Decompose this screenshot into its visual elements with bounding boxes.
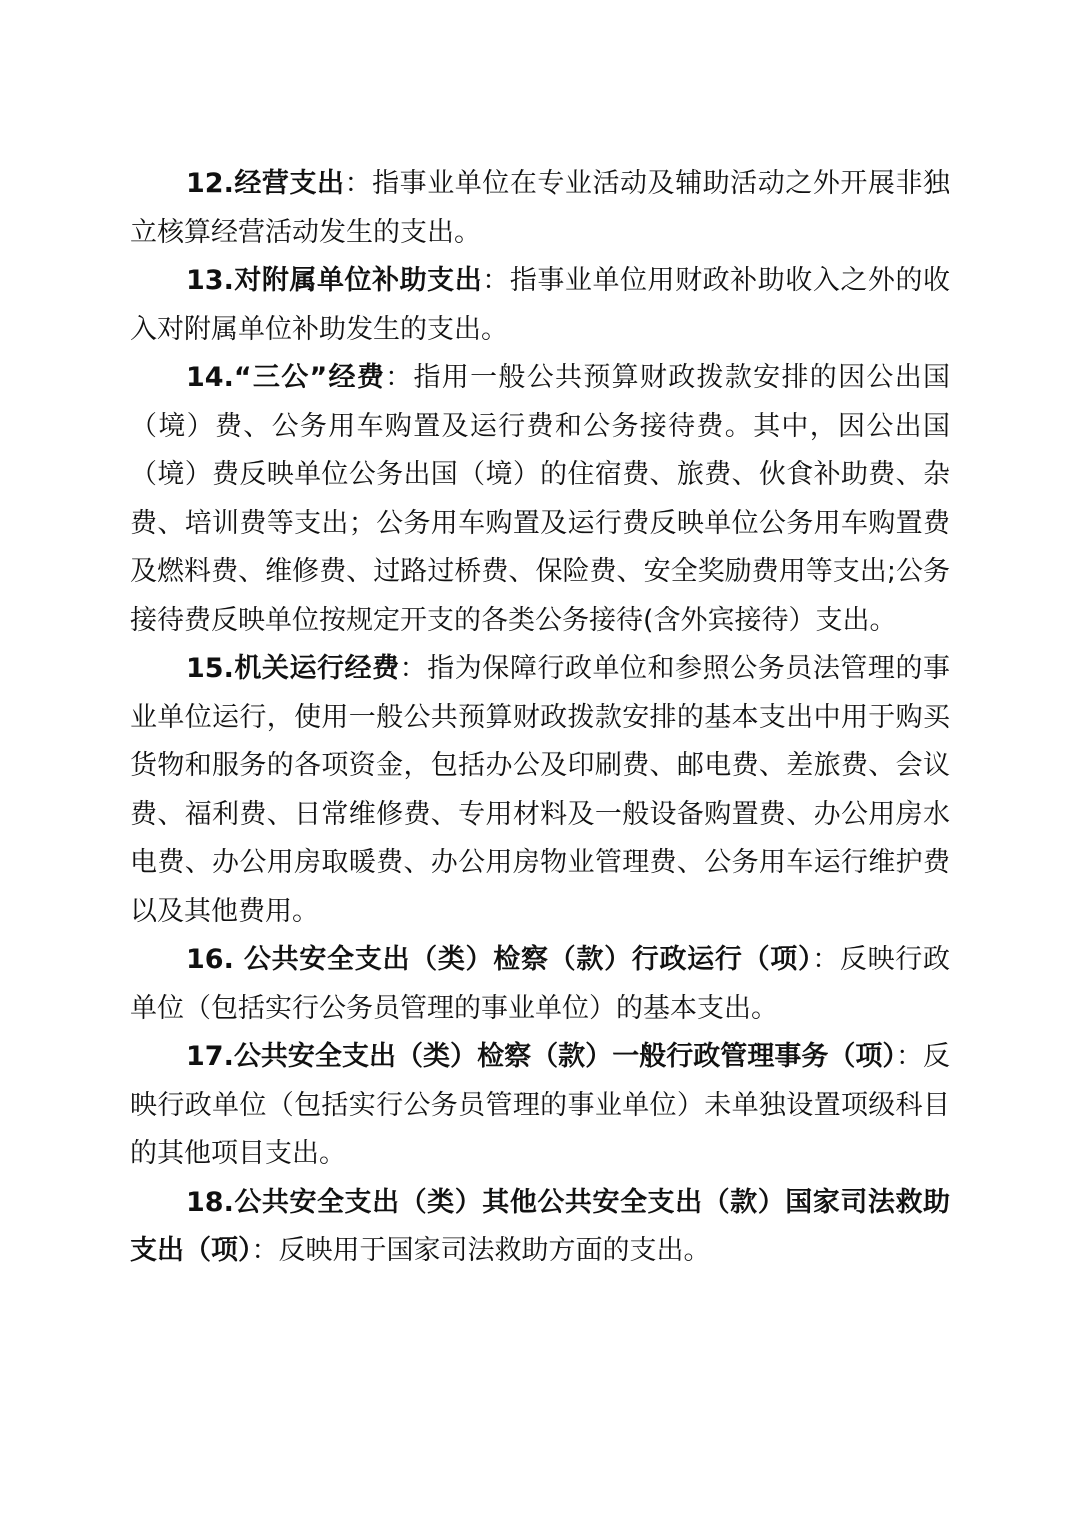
definition-body: ：指事业单位用财政补助收入之外的收入对附属单位补助发生的支出。 <box>130 265 950 345</box>
definition-body: ：指事业单位在专业活动及辅助活动之外开展非独立核算经营活动发生的支出。 <box>130 168 950 248</box>
definition-term: 12.经营支出 <box>186 168 345 199</box>
definition-paragraph-15 <box>130 645 950 936</box>
definition-term: 17.公共安全支出（类）检察（款）一般行政管理事务（项） <box>186 1041 896 1072</box>
definition-body: ：指为保障行政单位和参照公务员法管理的事业单位运行，使用一般公共预算财政拨款安排的基本支出中用于购买货物和服务的各项资金，包括办公及印刷费、邮电费、差旅费、会议费、福利费、日常维修费、专用材料及一般设备购置费、办公用房水电费、办公用房取暖费、办公用房物业管理费、公务用车运行维护费以及其他费用。 <box>130 653 951 927</box>
definition-body: ：反映行政单位（包括实行公务员管理的事业单位）的基本支出。 <box>130 944 950 1024</box>
definition-term: 14.“三公”经费 <box>186 362 386 393</box>
definition-term: 13.对附属单位补助支出 <box>186 265 483 296</box>
definition-term: 16. 公共安全支出（类）检察（款）行政运行（项） <box>186 944 813 975</box>
document-page <box>130 160 950 1276</box>
definition-paragraph-18 <box>130 1179 950 1276</box>
definition-body: ：反映用于国家司法救助方面的支出。 <box>251 1235 711 1266</box>
definition-paragraph-12 <box>130 160 950 257</box>
definition-term: 15.机关运行经费 <box>186 653 400 684</box>
definition-body: ：反映行政单位（包括实行公务员管理的事业单位）未单独设置项级科目的其他项目支出。 <box>130 1041 950 1169</box>
definition-paragraph-13 <box>130 257 950 354</box>
definition-paragraph-17 <box>130 1033 950 1179</box>
definition-body: ：指用一般公共预算财政拨款安排的因公出国（境）费、公务用车购置及运行费和公务接待费。其中，因公出国（境）费反映单位公务出国（境）的住宿费、旅费、伙食补助费、杂费、培训费等支出；公务用车购置及运行费反映单位公务用车购置费及燃料费、维修费、过路过桥费、保险费、安全奖励费用等支出;公务接待费反映单位按规定开支的各类公务接待(含外宾接待）支出。 <box>130 362 951 636</box>
definition-paragraph-16 <box>130 936 950 1033</box>
definition-paragraph-14 <box>130 354 950 645</box>
definition-term: 18.公共安全支出（类）其他公共安全支出（款）国家司法救助支出（项） <box>130 1186 950 1266</box>
